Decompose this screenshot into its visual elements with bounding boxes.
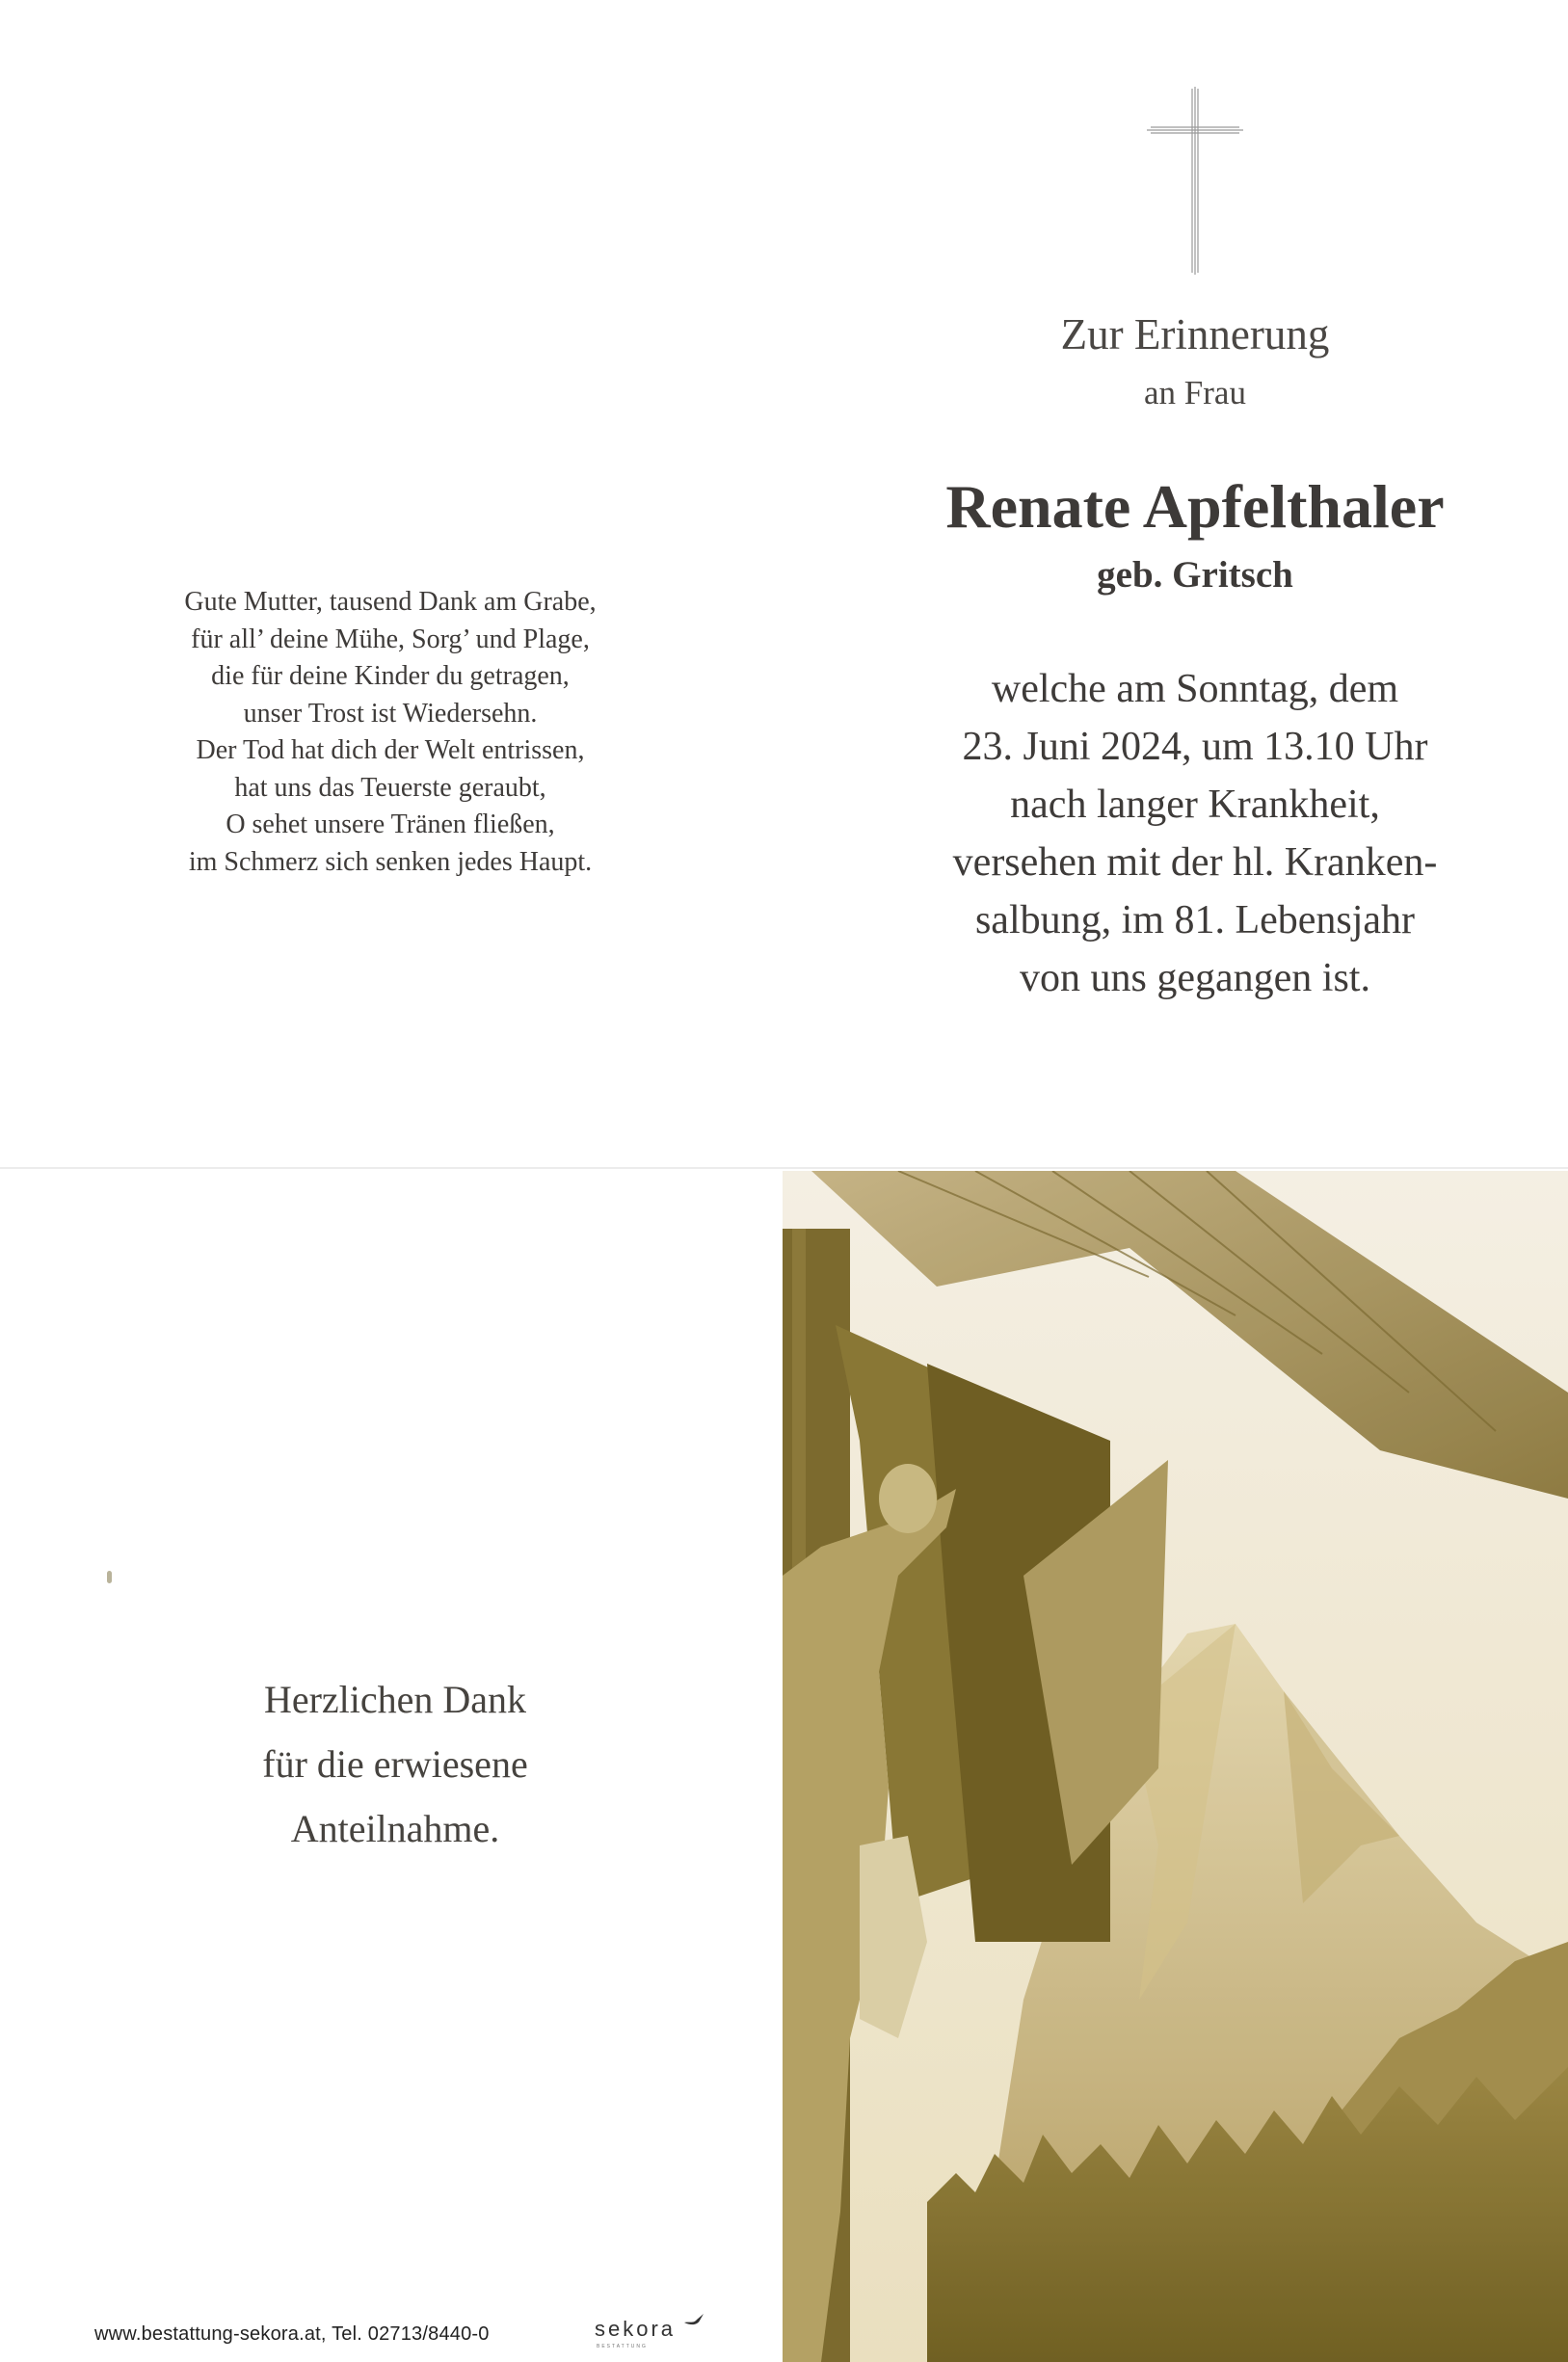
poem	[116, 584, 665, 881]
poem-line: die für deine Kinder du getragen,	[211, 661, 570, 691]
poem-line: Gute Mutter, tausend Dank am Grabe,	[184, 587, 597, 617]
announcement-line: welche am Sonntag, dem	[991, 667, 1399, 711]
thanks-line: Anteilnahme.	[290, 1807, 500, 1850]
poem-line: O sehet unsere Tränen fließen,	[226, 809, 555, 839]
wayside-cross-photo	[783, 1171, 1568, 2362]
announcement-line: versehen mit der hl. Kranken-	[952, 840, 1438, 885]
bird-icon	[683, 2313, 704, 2328]
poem-line: unser Trost ist Wiedersehn.	[243, 698, 538, 729]
maiden-name: geb. Gritsch	[1097, 554, 1293, 596]
announcement-line: salbung, im 81. Lebensjahr	[974, 898, 1416, 942]
poem-line: im Schmerz sich senken jedes Haupt.	[188, 846, 593, 877]
poem-line: Der Tod hat dich der Welt entrissen,	[196, 735, 585, 765]
contact-text: www.bestattung-sekora.at, Tel. 02713/8440-0	[94, 2323, 490, 2345]
footer-contact	[94, 2323, 490, 2346]
thanks-line: Herzlichen Dank	[263, 1678, 527, 1721]
brand-logo	[595, 2317, 677, 2349]
paper-speck	[107, 1571, 112, 1583]
cross-icon	[1147, 87, 1243, 275]
announcement-line: von uns gegangen ist.	[1020, 956, 1370, 1000]
recipient-line: an Frau	[1144, 374, 1246, 411]
announcement-line: 23. Juni 2024, um 13.10 Uhr	[962, 725, 1428, 769]
fold-line	[0, 1167, 1568, 1169]
poem-line: für all’ deine Mühe, Sorg’ und Plage,	[191, 624, 590, 654]
thanks-message	[116, 1667, 675, 1861]
memory-heading: Zur Erinnerung	[1060, 310, 1330, 358]
poem-line: hat uns das Teuerste geraubt,	[234, 772, 546, 803]
memorial-announcement-block	[896, 304, 1494, 1007]
photo-illustration	[783, 1171, 1568, 2362]
death-announcement	[896, 660, 1494, 1007]
deceased-name: Renate Apfelthaler	[945, 472, 1445, 541]
thanks-line: für die erwiesene	[262, 1742, 528, 1786]
announcement-line: nach langer Krankheit,	[1010, 783, 1380, 827]
brand-subtitle: BESTATTUNG	[597, 2344, 648, 2349]
brand-name: sekora	[595, 2317, 677, 2341]
